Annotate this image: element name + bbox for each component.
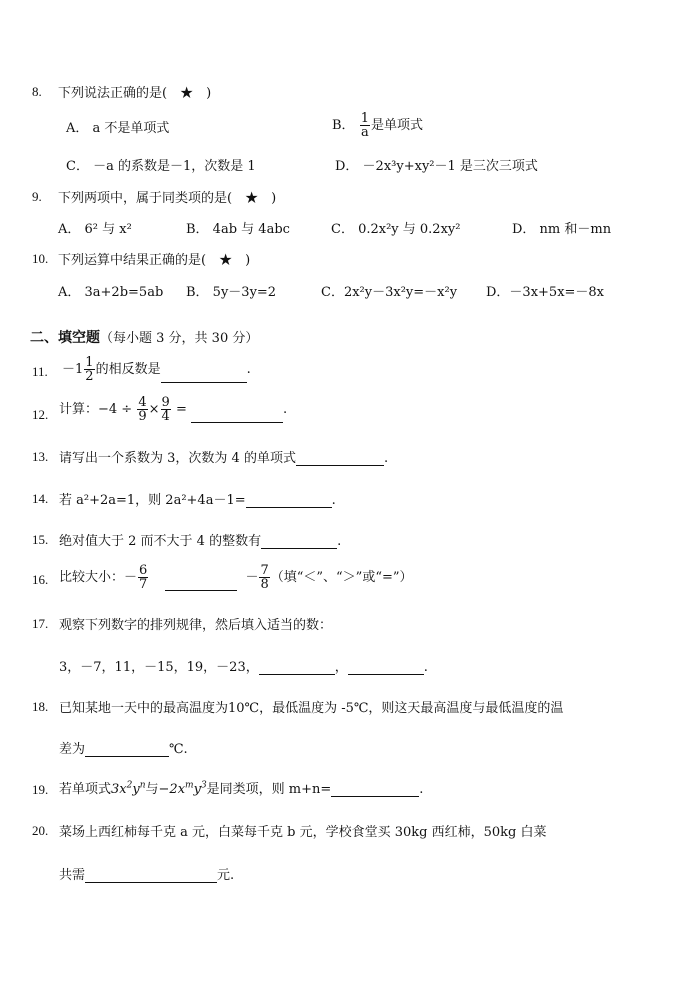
question-17-stem: 观察下列数字的排列规律，然后填入适当的数：	[59, 618, 333, 633]
answer-blank[interactable]	[296, 451, 384, 466]
question-12	[59, 396, 287, 423]
question-10-stem: 下列运算中结果正确的是( ★ )	[58, 253, 251, 268]
monomial-1-x-exponent: 2	[126, 780, 133, 791]
question-19-text: 是同类项，则 m+n=	[206, 782, 332, 797]
question-16-prefix: 比较大小：－	[59, 570, 138, 585]
question-15-end: .	[337, 534, 342, 549]
question-20-text-2: 共需	[59, 868, 86, 883]
fraction-denominator: 7	[139, 577, 148, 592]
question-14-end: .	[331, 493, 336, 508]
monomial-1-y: y	[132, 782, 140, 797]
monomial-2	[159, 782, 207, 797]
question-18-unit: ℃.	[169, 742, 188, 757]
question-19-prefix: 若单项式	[59, 782, 112, 797]
section-title: 二、填空题	[30, 330, 100, 346]
question-18-text-2: 差为	[59, 742, 86, 757]
answer-blank[interactable]	[246, 493, 332, 508]
question-18-line-2	[59, 738, 188, 757]
question-16-hint: （填“＜”、“＞”或“=”）	[270, 570, 413, 585]
answer-blank[interactable]	[161, 368, 247, 383]
question-9-option-b: B． 4ab 与 4abc	[186, 222, 290, 237]
question-10-option-b: B． 5y－3y=2	[186, 285, 277, 300]
fraction-denominator: 2	[85, 369, 94, 384]
monomial-2-base: −2x	[158, 782, 186, 797]
question-20-end: 元.	[217, 868, 235, 883]
section-heading	[30, 327, 258, 347]
fraction-numerator: 1	[85, 355, 94, 370]
question-number-15: 15.	[32, 532, 49, 547]
fraction-numerator: 7	[260, 563, 269, 578]
connector-with: 与	[145, 782, 159, 797]
question-8-option-a: A． a 不是单项式	[66, 121, 170, 136]
monomial-2-x-exponent: m	[185, 780, 194, 791]
question-20-line-2	[59, 864, 234, 883]
question-17-sequence	[59, 656, 428, 675]
fraction-denominator: 8	[260, 577, 269, 592]
question-10-option-a: A． 3a+2b=5ab	[58, 285, 164, 300]
answer-blank[interactable]	[165, 576, 237, 591]
question-8-option-b	[332, 112, 423, 139]
question-14-text: 若 a²+2a=1，则 2a²+4a－1=	[59, 493, 246, 508]
question-11-end: .	[246, 362, 251, 377]
question-number-14: 14.	[32, 491, 49, 506]
question-9-option-c: C． 0.2x²y 与 0.2xy²	[331, 222, 461, 237]
question-19-end: .	[419, 782, 424, 797]
question-20-text: 菜场上西红柿每千克 a 元，白菜每千克 b 元，学校食堂买 30kg 西红柿，50kg 白菜	[59, 825, 547, 840]
fraction-one-half	[84, 356, 94, 383]
monomial-1-y-exponent: n	[139, 780, 146, 791]
question-number-11: 11.	[32, 364, 48, 379]
question-number-16: 16.	[32, 572, 49, 587]
monomial-2-y: y	[193, 782, 201, 797]
times-sign: ×	[148, 402, 160, 417]
fraction-numerator: 9	[161, 395, 170, 410]
fraction-9-over-4	[161, 396, 171, 423]
equals-sign: =	[175, 402, 187, 417]
answer-blank-1[interactable]	[259, 660, 335, 675]
question-9-option-a: A． 6² 与 x²	[58, 222, 132, 237]
question-11-text: 的相反数是	[95, 362, 161, 377]
answer-blank[interactable]	[331, 782, 419, 797]
fraction-7-over-8	[259, 564, 269, 591]
question-number-9: 9.	[32, 189, 42, 204]
question-number-20: 20.	[32, 823, 49, 838]
question-13	[59, 447, 388, 466]
question-number-19: 19.	[32, 782, 49, 797]
monomial-2-y-exponent: 3	[200, 780, 207, 791]
answer-blank[interactable]	[191, 408, 283, 423]
fraction-denominator: 9	[138, 409, 147, 424]
answer-blank-2[interactable]	[348, 660, 424, 675]
fraction-4-over-9	[137, 396, 147, 423]
question-14	[59, 489, 336, 508]
question-number-13: 13.	[32, 449, 49, 464]
question-15-text: 绝对值大于 2 而不大于 4 的整数有	[59, 534, 262, 549]
minus-sign: －	[245, 570, 259, 585]
mixed-number-whole: －1	[62, 362, 84, 377]
comma: ，	[334, 660, 348, 675]
question-9-stem: 下列两项中，属于同类项的是( ★ )	[58, 191, 277, 206]
fraction-numerator: 6	[139, 563, 148, 578]
option-b-label: B．	[332, 118, 355, 133]
question-10-option-c: C．2x²y－3x²y=－x²y	[321, 285, 458, 300]
monomial-1	[111, 782, 146, 797]
question-12-end: .	[283, 402, 288, 417]
question-number-12: 12.	[32, 407, 49, 422]
section-note: （每小题 3 分，共 30 分）	[100, 331, 259, 346]
question-11	[62, 356, 251, 383]
fraction-1-over-a	[360, 112, 370, 139]
fraction-numerator: 4	[138, 395, 147, 410]
question-number-8: 8.	[32, 84, 42, 99]
question-16	[59, 564, 413, 591]
question-13-text: 请写出一个系数为 3，次数为 4 的单项式	[59, 451, 296, 466]
question-10-option-d: D．－3x+5x=－8x	[486, 285, 605, 300]
monomial-1-base: 3x	[111, 782, 127, 797]
question-18-text: 已知某地一天中的最高温度为10℃，最低温度为 -5℃，则这天最高温度与最低温度的温	[59, 701, 564, 716]
question-number-18: 18.	[32, 699, 49, 714]
number-sequence: 3，－7，11，－15，19，－23，	[59, 660, 259, 675]
answer-blank[interactable]	[85, 742, 169, 757]
question-17-end: .	[423, 660, 428, 675]
answer-blank[interactable]	[85, 868, 217, 883]
fraction-numerator: 1	[360, 111, 369, 126]
question-15	[59, 530, 341, 549]
question-8-option-c: C． －a 的系数是－1，次数是 1	[66, 159, 256, 174]
fraction-denominator: 4	[161, 409, 170, 424]
option-b-text: 是单项式	[370, 118, 423, 133]
question-9-option-d: D． nm 和－mn	[512, 222, 612, 237]
question-number-10: 10.	[32, 251, 49, 266]
question-8-option-d: D． －2x³y+xy²－1 是三次三项式	[335, 159, 538, 174]
fraction-denominator: a	[360, 125, 369, 140]
answer-blank[interactable]	[261, 534, 337, 549]
question-13-end: .	[383, 451, 389, 466]
question-12-prefix: 计算：−4 ÷	[59, 402, 133, 417]
question-8-stem: 下列说法正确的是( ★ )	[58, 86, 212, 101]
question-19	[59, 778, 423, 797]
fraction-6-over-7	[138, 564, 148, 591]
question-number-17: 17.	[32, 616, 49, 631]
